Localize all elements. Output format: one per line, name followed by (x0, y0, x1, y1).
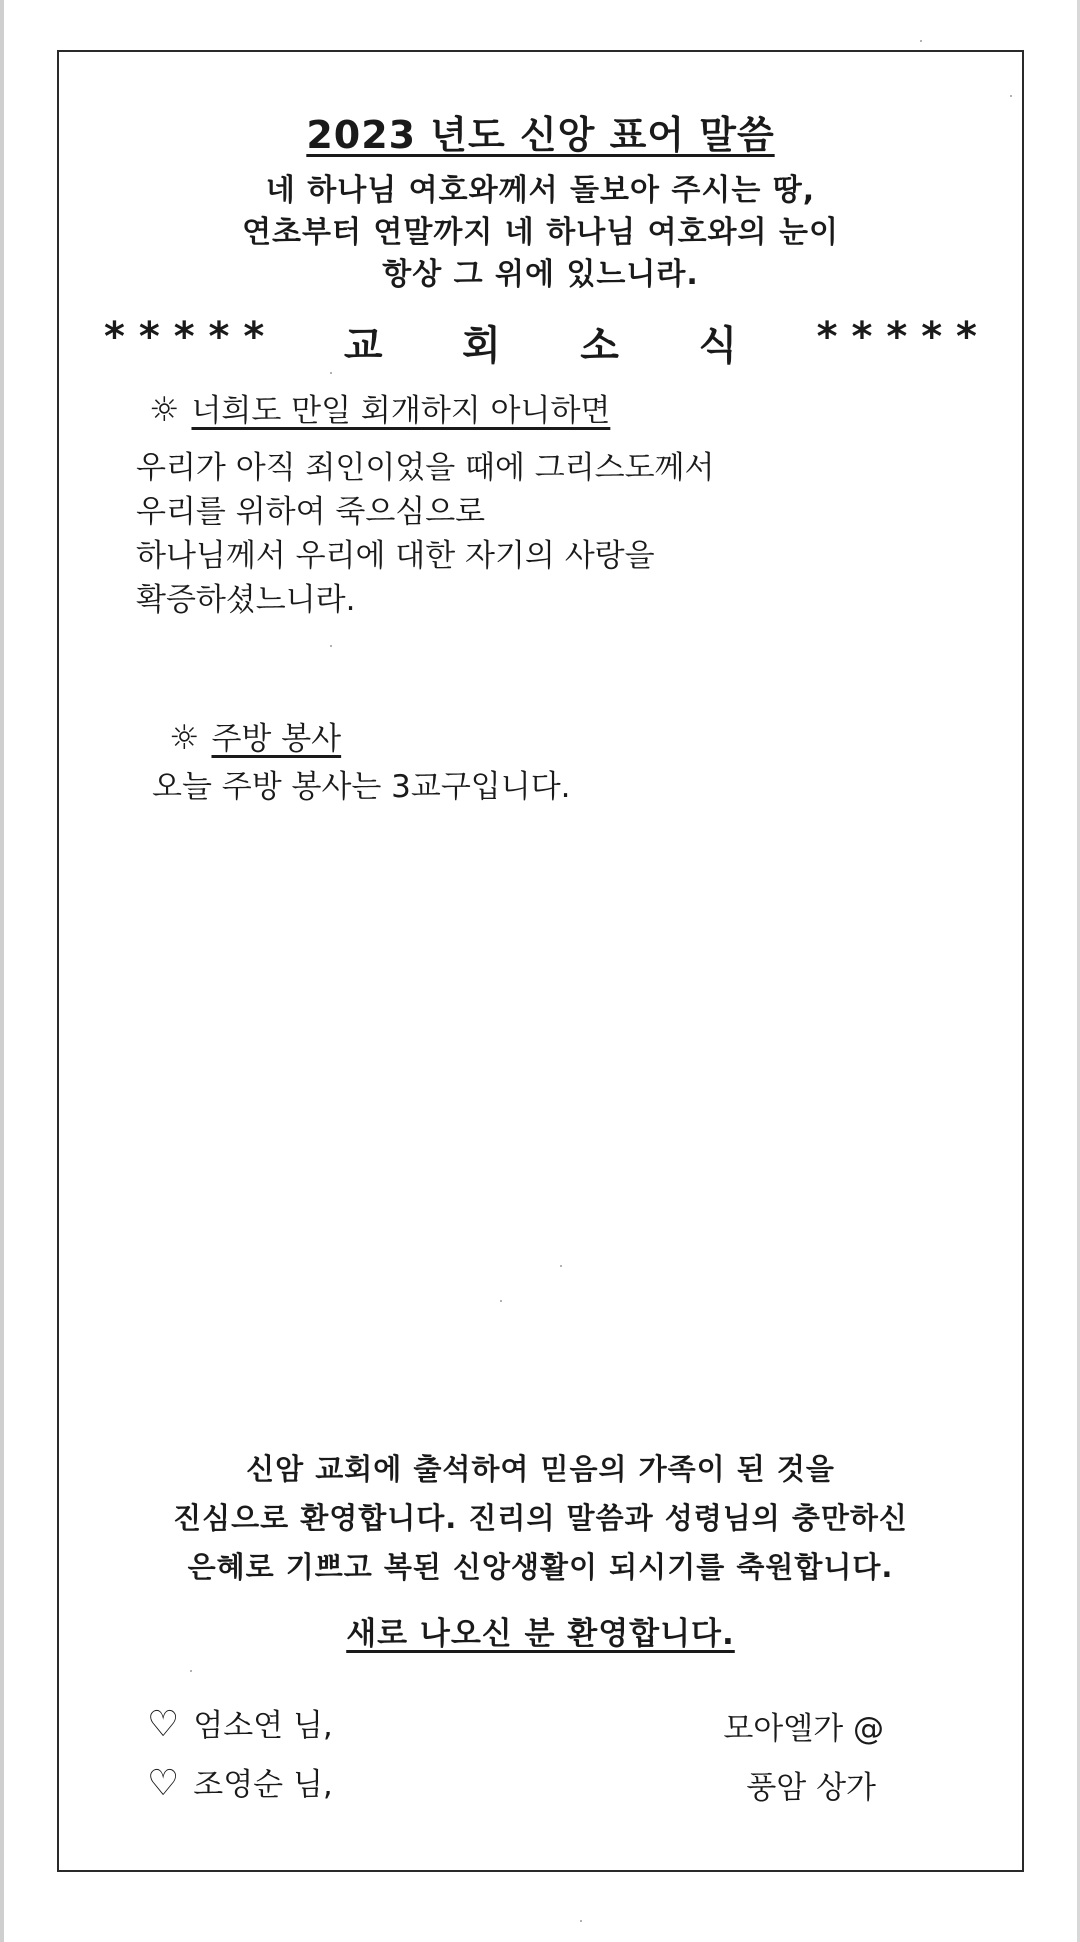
welcome-line: 진심으로 환영합니다. 진리의 말씀과 성령님의 충만하신 (173, 1501, 908, 1535)
newcomer-row (147, 1700, 333, 1745)
heart-icon: ♡ (147, 1704, 180, 1745)
body-line: 우리를 위하여 죽으심으로 (136, 494, 486, 530)
news-header-char: 회 (462, 323, 501, 369)
body-line: 확증하셨느니라. (136, 582, 356, 618)
newcomer-name: 엄소연 님, (193, 1708, 333, 1744)
scan-speck (190, 1670, 192, 1672)
news-header-char: 소 (580, 323, 619, 369)
yearly-verse-line: 항상 그 위에 있느니라. (382, 257, 699, 292)
scan-speck (580, 1920, 582, 1922)
scan-speck (500, 1300, 502, 1302)
scan-speck (330, 645, 332, 647)
scan-speck (920, 40, 922, 42)
newcomer-place: 풍암 상가 (746, 1770, 876, 1806)
bulletin-frame (57, 50, 1024, 1872)
body-line: 우리가 아직 죄인이었을 때에 그리스도께서 (136, 450, 715, 486)
sun-icon: ☼ (169, 718, 200, 758)
yearly-verse-title: 2023 년도 신앙 표어 말씀 (306, 113, 775, 157)
scan-speck (560, 1265, 562, 1267)
section-repent-heading-row (149, 385, 610, 430)
scan-speck (330, 372, 332, 374)
scan-speck (1010, 95, 1012, 97)
newcomer-place: 모아엘가 @ (723, 1711, 884, 1747)
news-header-char: 식 (698, 323, 738, 369)
newcomer-row (147, 1759, 333, 1804)
heart-icon: ♡ (147, 1763, 180, 1804)
church-news-header (104, 314, 977, 371)
welcome-title: 새로 나오신 분 환영합니다. (346, 1616, 735, 1652)
yearly-verse-line: 연초부터 연말까지 네 하나님 여호와의 눈이 (242, 215, 839, 250)
section-repent-body (136, 446, 714, 622)
stars-left: * * * * * (104, 314, 265, 360)
stars-right: * * * * * (816, 314, 977, 360)
welcome-line: 신암 교회에 출석하여 믿음의 가족이 된 것을 (246, 1452, 835, 1486)
section-kitchen-body: 오늘 주방 봉사는 3교구입니다. (152, 769, 571, 805)
news-header-char: 교 (343, 323, 383, 369)
section-kitchen-heading: 주방 봉사 (211, 721, 342, 757)
welcome-line: 은혜로 기쁘고 복된 신앙생활이 되시기를 축원합니다. (187, 1550, 894, 1584)
newcomer-name: 조영순 님, (193, 1767, 333, 1803)
page-edge-left (0, 0, 4, 1942)
section-kitchen-heading-row (169, 713, 341, 758)
sun-icon: ☼ (149, 390, 180, 430)
body-line: 하나님께서 우리에 대한 자기의 사랑을 (136, 538, 655, 574)
section-repent-heading: 너희도 만일 회개하지 아니하면 (191, 393, 611, 429)
yearly-verse-line: 네 하나님 여호와께서 돌보아 주시는 땅, (265, 173, 816, 208)
